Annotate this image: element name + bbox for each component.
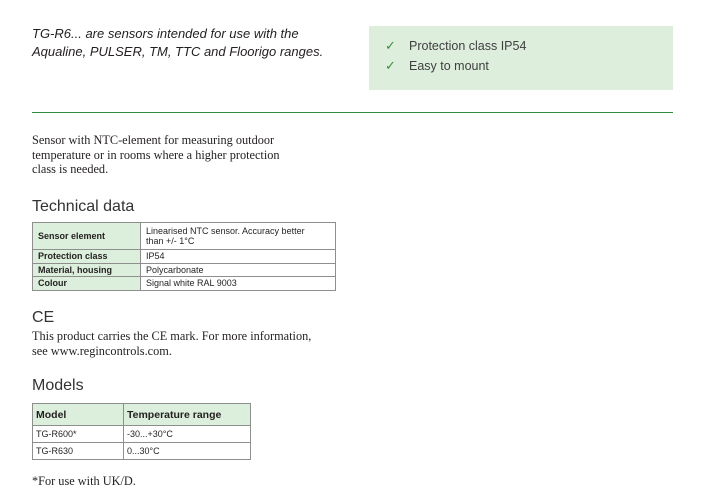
feature-item — [385, 38, 526, 54]
ce-line: This product carries the CE mark. For more information, — [32, 329, 312, 343]
row-label: Colour — [33, 277, 141, 291]
row-value — [141, 223, 336, 250]
column-header: Temperature range — [124, 404, 251, 426]
models-table — [32, 403, 251, 460]
description-line: Sensor with NTC-element for measuring outdoor — [32, 133, 275, 147]
ce-heading: CE — [32, 309, 55, 326]
models-heading: Models — [32, 377, 84, 394]
product-description — [32, 133, 332, 177]
intro-line-2: Aqualine, PULSER, TM, TTC and Floorigo ranges. — [32, 44, 324, 59]
table-row — [33, 426, 251, 443]
footnote: *For use with UK/D. — [32, 474, 136, 488]
checkmark-icon: ✓ — [385, 58, 396, 73]
table-row — [33, 263, 336, 277]
column-header: Model — [33, 404, 124, 426]
table-row — [33, 443, 251, 460]
ce-line: see www.regincontrols.com. — [32, 344, 172, 358]
checkmark-icon: ✓ — [385, 38, 396, 53]
value-line: than +/- 1°C — [146, 236, 195, 246]
intro-text — [32, 25, 352, 61]
table-row — [33, 250, 336, 264]
feature-label: Easy to mount — [409, 59, 489, 73]
divider — [32, 112, 673, 113]
ce-text — [32, 329, 342, 359]
feature-label: Protection class IP54 — [409, 39, 527, 53]
row-value: IP54 — [141, 250, 336, 264]
description-line: class is needed. — [32, 162, 109, 176]
intro-line-1: TG-R6... are sensors intended for use with the — [32, 26, 299, 41]
feature-item — [385, 58, 489, 74]
table-row — [33, 223, 336, 250]
table-row — [33, 277, 336, 291]
range-cell: 0...30°C — [124, 443, 251, 460]
features-panel — [369, 26, 673, 90]
technical-data-table — [32, 222, 336, 291]
technical-data-heading: Technical data — [32, 198, 135, 215]
range-cell: -30...+30°C — [124, 426, 251, 443]
row-label: Protection class — [33, 250, 141, 264]
row-label: Sensor element — [33, 223, 141, 250]
description-line: temperature or in rooms where a higher protection — [32, 147, 280, 162]
model-cell: TG-R630 — [33, 443, 124, 460]
value-line: Linearised NTC sensor. Accuracy better — [146, 225, 305, 236]
row-label: Material, housing — [33, 263, 141, 277]
model-cell: TG-R600* — [33, 426, 124, 443]
row-value: Signal white RAL 9003 — [141, 277, 336, 291]
row-value: Polycarbonate — [141, 263, 336, 277]
table-header-row — [33, 404, 251, 426]
